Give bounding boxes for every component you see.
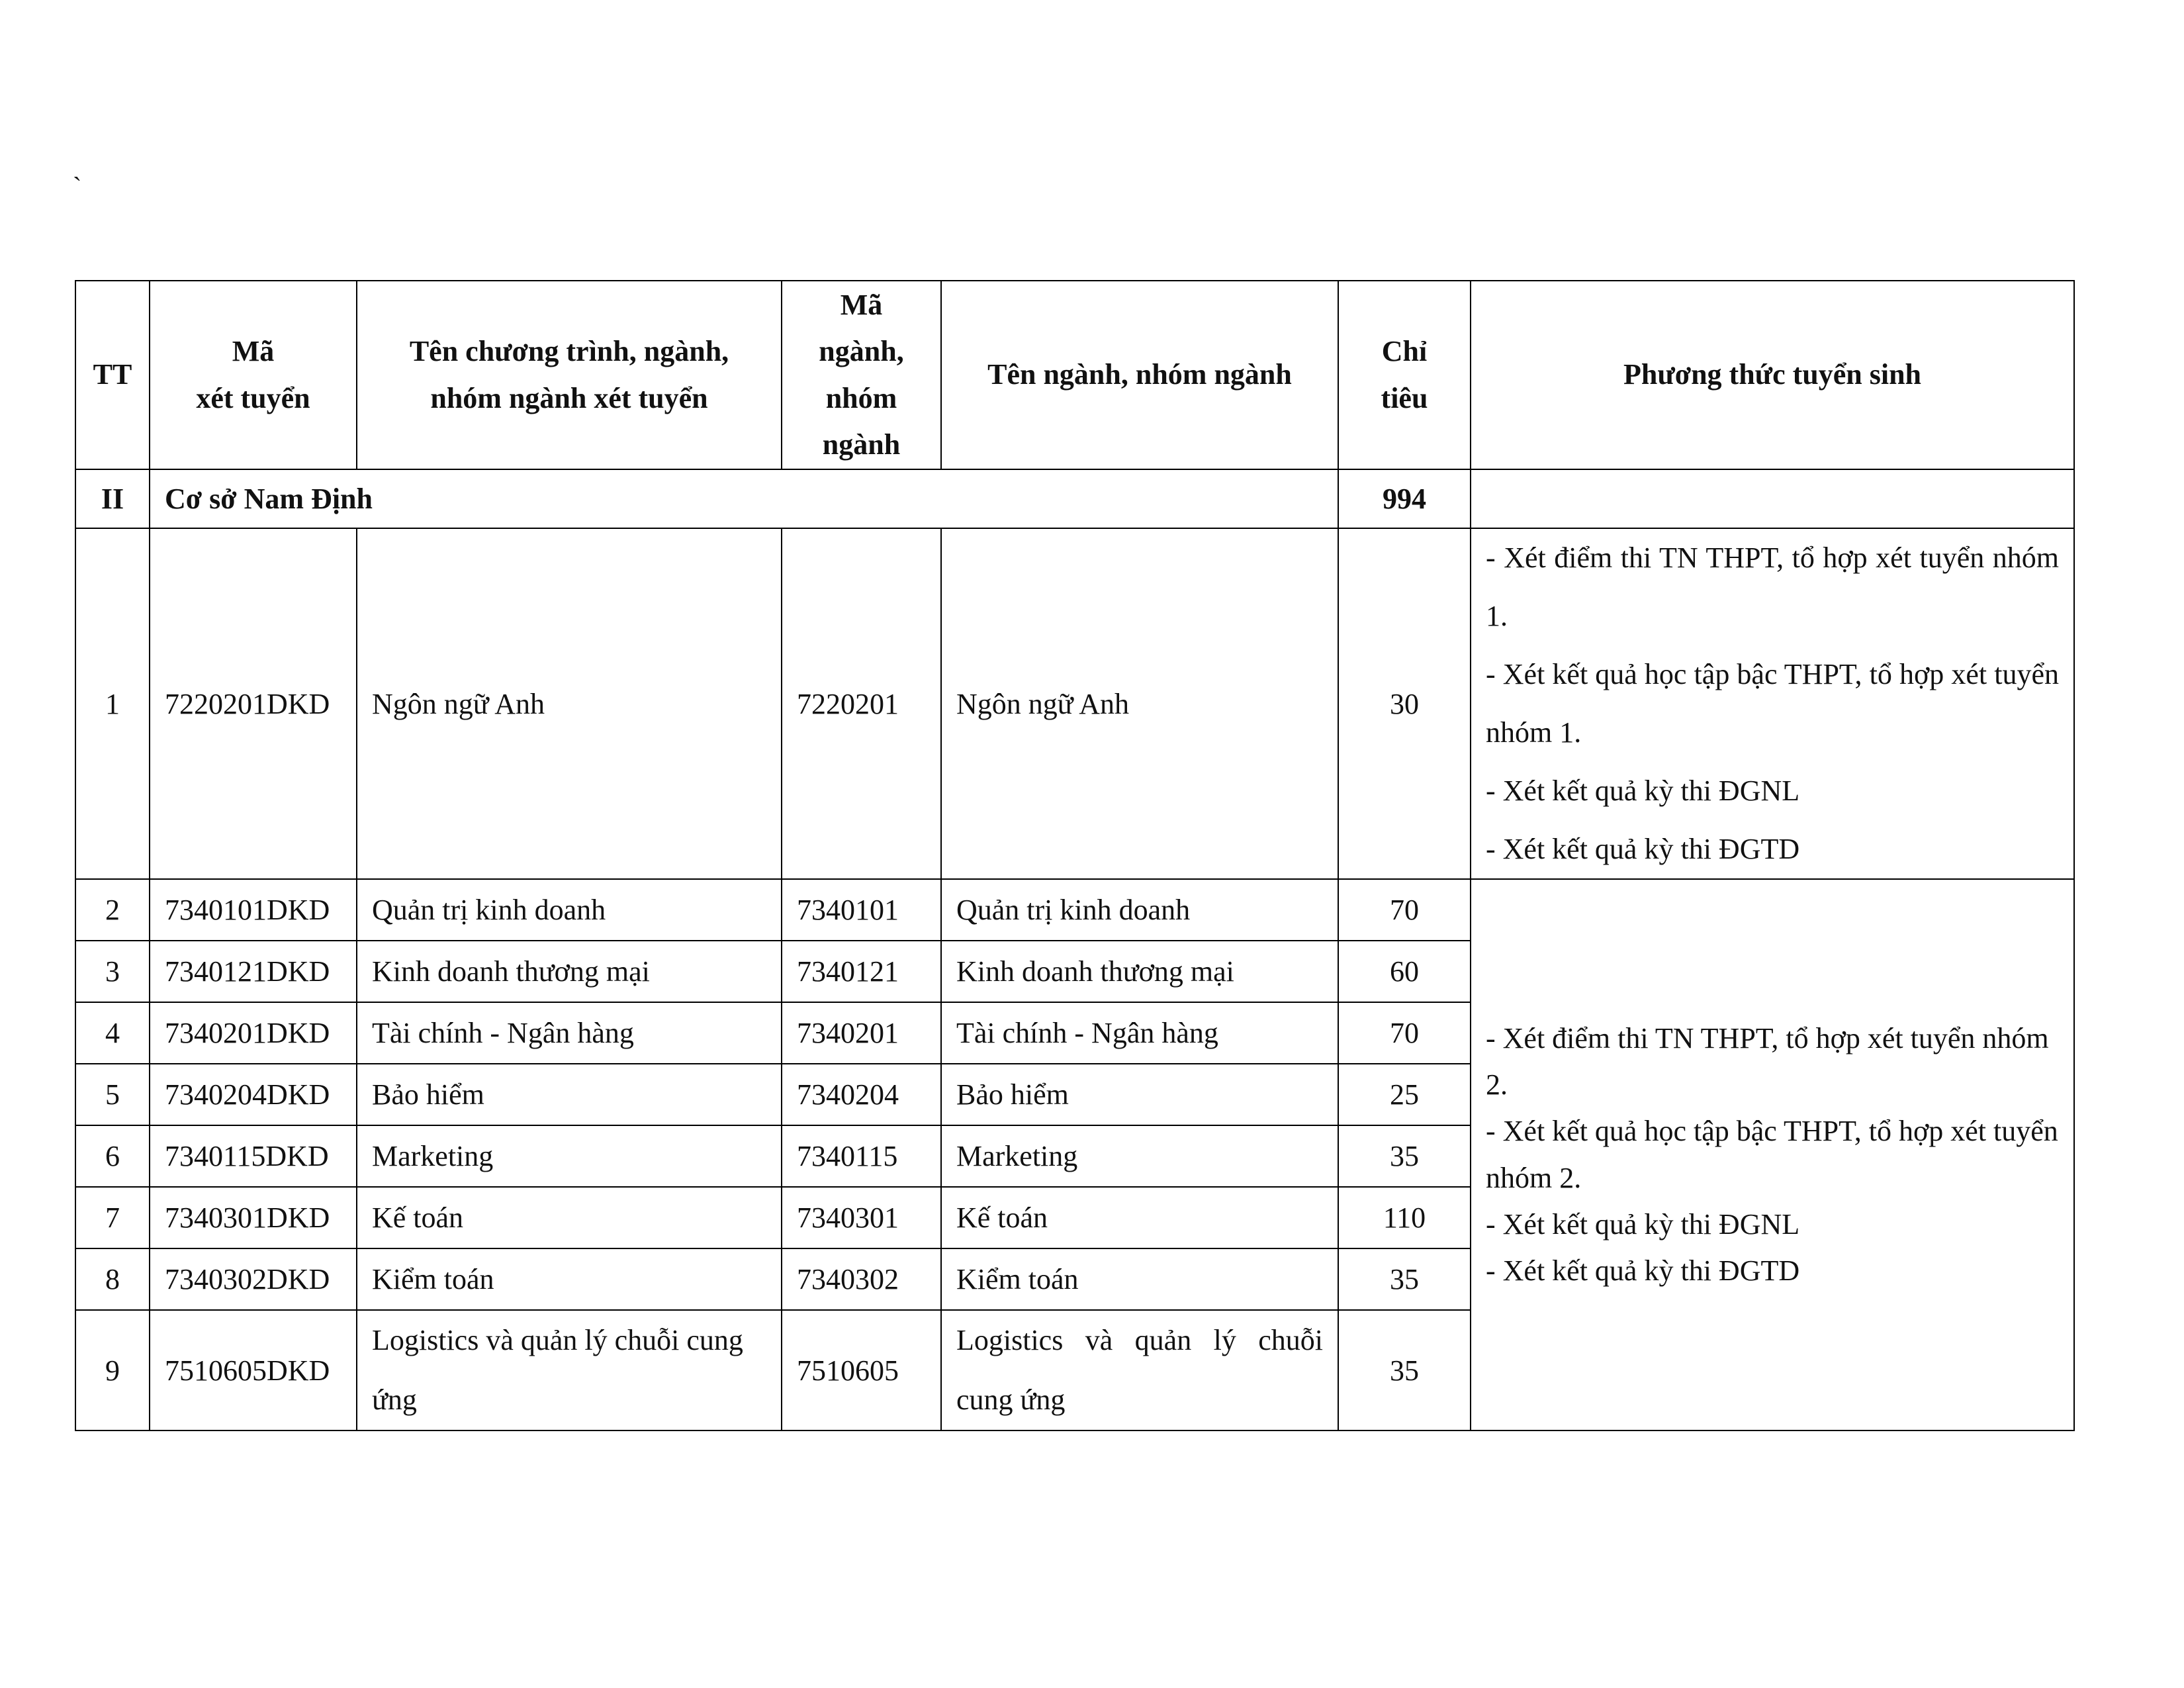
row-code: 7340121DKD [150, 941, 357, 1002]
row-major: Marketing [941, 1125, 1338, 1187]
method-item: - Xét kết quả kỳ thi ĐGTD [1486, 1254, 1800, 1288]
row-program: Bảo hiểm [357, 1064, 782, 1125]
row-program: Kinh doanh thương mại [357, 941, 782, 1002]
row-code: 7340302DKD [150, 1248, 357, 1310]
row-major: Kế toán [941, 1187, 1338, 1248]
method-item: - Xét kết quả kỳ thi ĐGNL [1486, 1208, 1800, 1241]
row-major: Ngôn ngữ Anh [941, 528, 1338, 879]
method-item: - Xét điểm thi TN THPT, tổ hợp xét tuyển nhóm 2. [1486, 1021, 2049, 1101]
row-major: Kinh doanh thương mại [941, 941, 1338, 1002]
row-tt: 6 [75, 1125, 150, 1187]
row-program: Kế toán [357, 1187, 782, 1248]
row-program: Ngôn ngữ Anh [357, 528, 782, 879]
section-empty-cell [1471, 469, 2074, 528]
row-tt: 2 [75, 879, 150, 941]
row-tt: 9 [75, 1310, 150, 1430]
row-major-code: 7510605 [782, 1310, 941, 1430]
row-major: Quản trị kinh doanh [941, 879, 1338, 941]
table-row [75, 879, 2074, 941]
row-major: Tài chính - Ngân hàng [941, 1002, 1338, 1064]
header-ma-nganh: Mã ngành, nhóm ngành [782, 281, 941, 469]
method-item: - Xét kết quả kỳ thi ĐGNL [1486, 774, 1800, 807]
row-program: Tài chính - Ngân hàng [357, 1002, 782, 1064]
row-code: 7220201DKD [150, 528, 357, 879]
section-row [75, 469, 2074, 528]
section-name: Cơ sở Nam Định [150, 469, 1338, 528]
row-quota: 30 [1338, 528, 1471, 879]
row-quota: 60 [1338, 941, 1471, 1002]
table-row [75, 528, 2074, 879]
row-major-code: 7340101 [782, 879, 941, 941]
row-code: 7340115DKD [150, 1125, 357, 1187]
header-chi-tieu: Chỉ tiêu [1338, 281, 1471, 469]
row-code: 7340101DKD [150, 879, 357, 941]
row-program: Quản trị kinh doanh [357, 879, 782, 941]
row-major: Logistics và quản lý chuỗi cung ứng [941, 1310, 1338, 1430]
row-quota: 35 [1338, 1125, 1471, 1187]
method-item: - Xét điểm thi TN THPT, tổ hợp xét tuyển nhóm 1. [1486, 541, 2059, 632]
row-program: Kiểm toán [357, 1248, 782, 1310]
row-code: 7340201DKD [150, 1002, 357, 1064]
row-tt: 3 [75, 941, 150, 1002]
row-major: Kiểm toán [941, 1248, 1338, 1310]
row-major-code: 7340204 [782, 1064, 941, 1125]
table-header-row [75, 281, 2074, 469]
row-major-code: 7340301 [782, 1187, 941, 1248]
row-quota: 70 [1338, 1002, 1471, 1064]
section-quota: 994 [1338, 469, 1471, 528]
row-major-code: 7220201 [782, 528, 941, 879]
header-ten-nganh: Tên ngành, nhóm ngành [941, 281, 1338, 469]
row-program: Logistics và quản lý chuỗi cung ứng [357, 1310, 782, 1430]
row-code: 7340204DKD [150, 1064, 357, 1125]
row-quota: 110 [1338, 1187, 1471, 1248]
header-ten-chuong-trinh: Tên chương trình, ngành, nhóm ngành xét tuyển [357, 281, 782, 469]
section-tt: II [75, 469, 150, 528]
header-tt: TT [75, 281, 150, 469]
row-tt: 4 [75, 1002, 150, 1064]
row-major-code: 7340302 [782, 1248, 941, 1310]
methods-group-1 [1471, 528, 2074, 879]
row-quota: 35 [1338, 1310, 1471, 1430]
methods-group-2 [1471, 879, 2074, 1430]
header-phuong-thuc: Phương thức tuyển sinh [1471, 281, 2074, 469]
row-tt: 7 [75, 1187, 150, 1248]
row-quota: 25 [1338, 1064, 1471, 1125]
header-ma-xet-tuyen: Mã xét tuyển [150, 281, 357, 469]
admissions-table [75, 280, 2075, 1431]
row-code: 7510605DKD [150, 1310, 357, 1430]
method-item: - Xét kết quả học tập bậc THPT, tổ hợp xét tuyển nhóm 1. [1486, 658, 2059, 749]
row-tt: 1 [75, 528, 150, 879]
stray-backtick-mark: ` [73, 171, 82, 201]
row-quota: 35 [1338, 1248, 1471, 1310]
row-major-code: 7340201 [782, 1002, 941, 1064]
row-code: 7340301DKD [150, 1187, 357, 1248]
row-program: Marketing [357, 1125, 782, 1187]
row-tt: 5 [75, 1064, 150, 1125]
method-item: - Xét kết quả kỳ thi ĐGTD [1486, 833, 1800, 865]
row-major-code: 7340121 [782, 941, 941, 1002]
row-quota: 70 [1338, 879, 1471, 941]
row-major-code: 7340115 [782, 1125, 941, 1187]
row-major: Bảo hiểm [941, 1064, 1338, 1125]
row-tt: 8 [75, 1248, 150, 1310]
method-item: - Xét kết quả học tập bậc THPT, tổ hợp xét tuyển nhóm 2. [1486, 1115, 2058, 1194]
